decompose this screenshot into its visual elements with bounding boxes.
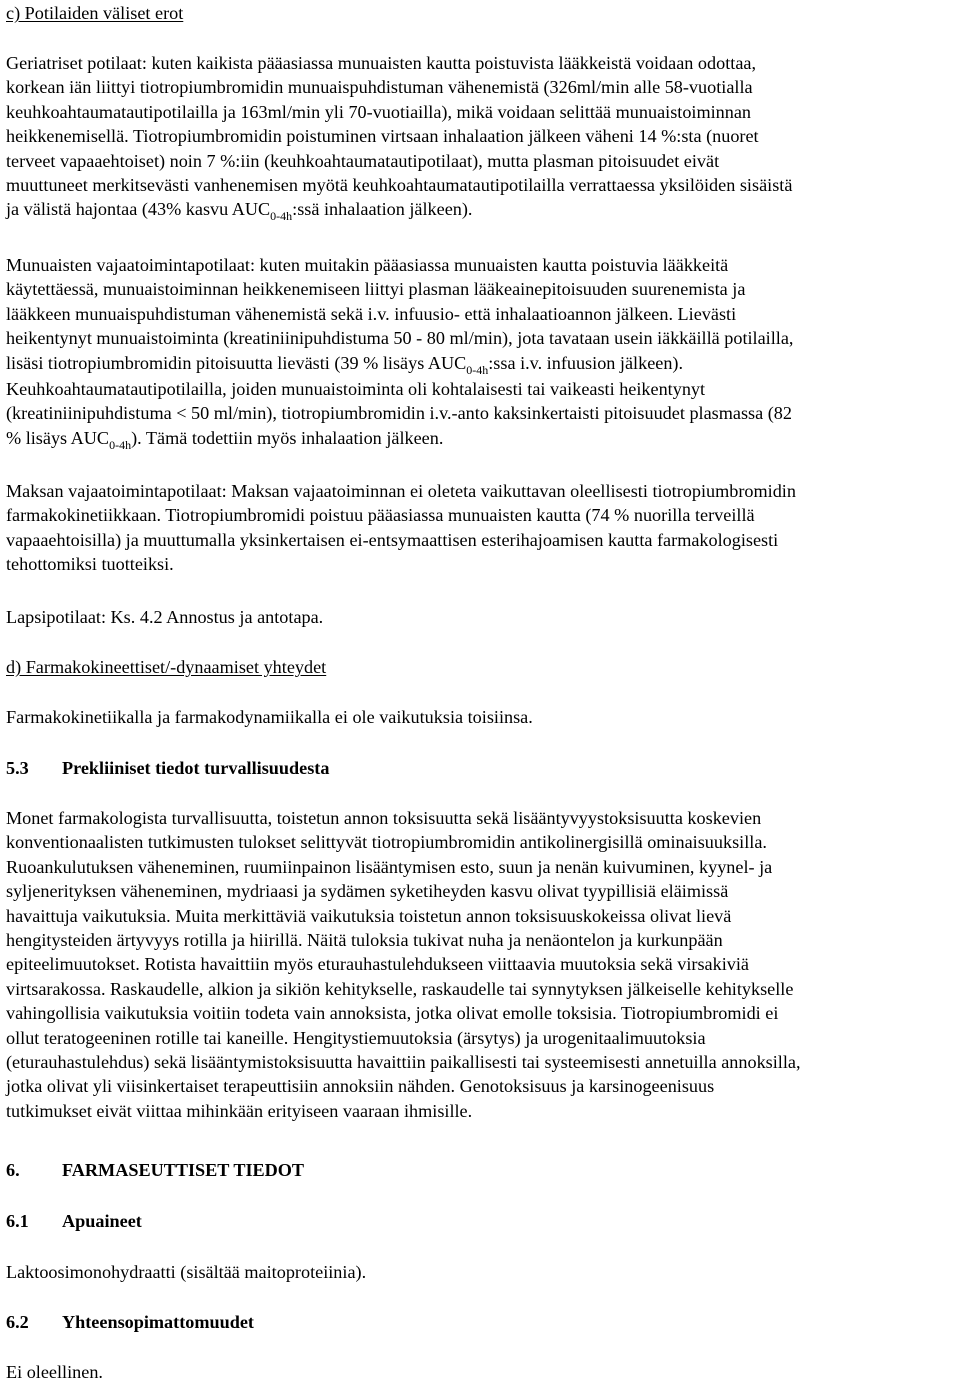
hepatic-paragraph <box>6 479 796 577</box>
text-line: Maksan vajaatoimintapotilaat: Maksan vajaatoiminnan ei oleteta vaikuttavan oleellisesti tiotropiumbromidin <box>6 481 796 501</box>
text-line: Monet farmakologista turvallisuutta, toistetun annon toksisuutta sekä lisääntyvyystoksisuutta koskevien <box>6 808 762 828</box>
text-line: korkean iän liittyi tiotropiumbromidin munuaispuhdistuman vähenemistä (326ml/min alle 58-vuotialla <box>6 77 753 98</box>
section-heading-6-1: 6.1 Apuaineet <box>6 1211 142 1231</box>
text-line: konventionaalisten tutkimusten tulokset selittyvät tiotropiumbromidin antikolinergisillä ominaisuuksilla. <box>6 832 767 853</box>
text-line: Geriatriset potilaat: kuten kaikista pääasiassa munuaisten kautta poistuvista lääkkeistä voidaan odottaa, <box>6 53 757 73</box>
text-line: vahingollisia vaikutuksia voitiin todeta vain annoksista, jotka olivat emolle toksisia. Tiotropiumbromidi ei <box>6 1003 779 1024</box>
section-heading-6: 6. FARMASEUTTISET TIEDOT <box>6 1160 305 1180</box>
text-line: keuhkoahtaumatautipotilailla ja 163ml/min yli 70-vuotiailla), mikä voidaan selittää munuaistoiminnan <box>6 101 752 122</box>
text-line: heikkenemisellä. Tiotropiumbromidin poistuminen virtsaan inhalaation jälkeen väheni 14 %:sta (nuoret <box>6 126 759 147</box>
text-line: lääkkeen munuaispuhdistuman vähenemistä sekä i.v. infuusio- että inhalaatioannon jälkeen. Lievästi <box>6 303 737 324</box>
section-heading-6-2: 6.2 Yhteensopimattomuudet <box>6 1312 254 1332</box>
subsection-heading-d: d) Farmakokineettiset/-dynaamiset yhteydet <box>6 657 327 677</box>
text-line: % lisäys $AUC_{0-4h}$). Tämä todettiin myös inhalaation jälkeen. <box>6 427 444 452</box>
text-line: syljenerityksen väheneminen, mydriaasi ja sydämen syketiheyden kasvu olivat tyypillisiä eläimissä <box>6 881 729 902</box>
text-line: epiteelimuutokset. Rotista havaittiin myös eturauhastulehdukseen viittaavia muutoksia sekä virsakiviä <box>6 954 749 975</box>
text-line: jotka olivat yli viisinkertaiset terapeuttisiin annoksiin nähden. Genotoksisuus ja karsinogeenisuus <box>6 1076 715 1097</box>
text-line: tutkimukset eivät viittaa mihinkään erityiseen vaaraan ihmisille. <box>6 1100 473 1121</box>
preclinical-paragraph <box>6 806 801 1123</box>
text-line: ja välistä hajontaa (43% kasvu $AUC_{0-4h}:ssä$ inhalaation jälkeen). <box>6 199 473 224</box>
text-line: virtsarakossa. Raskaudelle, alkion ja sikiön kehitykselle, raskaudelle tai synnytyksen jälkeiselle kehitykselle <box>6 978 794 999</box>
text-line: Munuaisten vajaatoimintapotilaat: kuten muitakin pääasiassa munuaisten kautta poistuvia lääkkeitä <box>6 255 729 275</box>
text-line: hengitysteiden ärtyvyys rotilla ja hiirillä. Näitä tuloksia tukivat nuha ja nenäontelon ja kurkunpään <box>6 930 723 951</box>
subsection-heading-c: c) Potilaiden väliset erot <box>6 3 184 23</box>
pk-pd-paragraph: Farmakokinetiikalla ja farmakodynamiikalla ei ole vaikutuksia toisiinsa. <box>6 707 533 727</box>
text-line: (eturauhastulehdus) sekä lisääntymistoksisuutta havaittiin paikallisesti tai systeemisesti annetuilla annoksilla, <box>6 1052 801 1073</box>
excipients-text: Laktoosimonohydraatti (sisältää maitoproteiinia). <box>6 1262 367 1282</box>
geriatric-paragraph <box>6 51 792 224</box>
text-line: farmakokinetiikkaan. Tiotropiumbromidi poistuu pääasiassa munuaisten kautta (74 % nuorilla terveillä <box>6 505 755 526</box>
text-line: vapaaehtoisilla) ja muuttumalla yksinkertaisen ei-entsymaattisen esterihajoamisen kautta farmakologisesti <box>6 529 779 550</box>
text-line: Keuhkoahtaumatautipotilailla, joiden munuaistoiminta oli kohtalaisesti tai vaikeasti heikentynyt <box>6 379 706 400</box>
text-line: havaittuja vaikutuksia. Muita merkittäviä vaikutuksia toistetun annon toksisuuskokeissa olivat lievä <box>6 905 732 926</box>
text-line: tehottomiksi tuotteiksi. <box>6 554 174 575</box>
text-line: käytettäessä, munuaistoiminnan heikkenemiseen liittyi plasman lääkeainepitoisuuden suurenemista ja <box>6 279 746 300</box>
text-line: ollut teratogeeninen rotille tai kaneille. Hengitystiemuutoksia (ärsytys) ja urogenitaalimuutoksia <box>6 1027 706 1048</box>
section-heading-5-3: 5.3 Prekliiniset tiedot turvallisuudesta <box>6 758 330 778</box>
text-line: lisäsi tiotropiumbromidin pitoisuutta lievästi (39 % lisäys $AUC_{0-4h}:ssa$ i.v. infuusion jälkeen). <box>6 352 684 377</box>
text-line: Ruoankulutuksen väheneminen, ruumiinpainon lisääntymisen esto, suun ja nenän kuivuminen, kyynel- ja <box>6 856 773 877</box>
incompatibilities-text: Ei oleellinen. <box>6 1362 103 1382</box>
pediatric-paragraph: Lapsipotilaat: Ks. 4.2 Annostus ja antotapa. <box>6 607 324 627</box>
renal-paragraph <box>6 253 793 452</box>
text-line: muuttuneet merkitsevästi vanhenemisen myötä keuhkoahtaumatautipotilailla verrattaessa yksilöiden sisäistä <box>6 175 793 196</box>
text-line: heikentynyt munuaistoiminta (kreatiniinipuhdistuma 50 - 80 ml/min), jota tavataan usein iäkkäillä potilailla, <box>6 328 794 349</box>
text-line: (kreatiniinipuhdistuma < 50 ml/min), tiotropiumbromidin i.v.-anto kaksinkertaisti pitoisuudet plasmassa (82 <box>6 403 792 424</box>
text-line: terveet vapaaehtoiset) noin 7 %:iin (keuhkoahtaumatautipotilaat), mutta plasman pitoisuudet eivät <box>6 150 720 171</box>
